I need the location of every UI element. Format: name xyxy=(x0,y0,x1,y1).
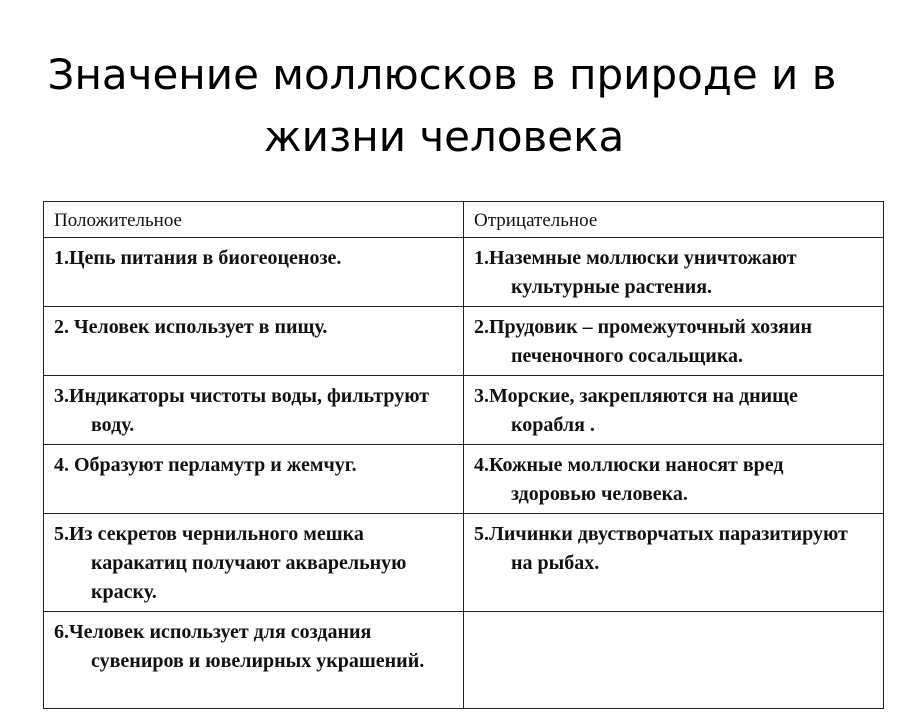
table-row xyxy=(44,445,884,514)
positive-cell xyxy=(44,612,464,709)
negative-cell xyxy=(464,514,884,612)
mollusk-significance-table xyxy=(43,201,884,709)
negative-text: 4.Кожные моллюски наносят вред здоровью человека. xyxy=(474,454,784,505)
table-header-row xyxy=(44,202,884,238)
negative-cell xyxy=(464,307,884,376)
negative-cell-empty xyxy=(464,612,884,709)
positive-cell xyxy=(44,376,464,445)
positive-text: 6.Человек использует для создания сувениров и ювелирных украшений. xyxy=(54,621,425,672)
column-header-negative: Отрицательное xyxy=(464,202,884,238)
page-title xyxy=(0,44,914,168)
table-row xyxy=(44,238,884,307)
table-row xyxy=(44,514,884,612)
negative-cell xyxy=(464,445,884,514)
column-header-positive: Положительное xyxy=(44,202,464,238)
page-title-line-2: жизни человека xyxy=(263,112,625,161)
positive-text: 1.Цепь питания в биогеоценозе. xyxy=(54,247,342,269)
positive-cell xyxy=(44,514,464,612)
table-row xyxy=(44,307,884,376)
positive-cell xyxy=(44,307,464,376)
page-title-line-1: Значение моллюсков в природе и в xyxy=(47,50,837,99)
negative-text: 1.Наземные моллюски уничтожают культурные растения. xyxy=(474,247,797,298)
positive-text: 4. Образуют перламутр и жемчуг. xyxy=(54,454,357,476)
negative-text: 5.Личинки двустворчатых паразитируют на рыбах. xyxy=(474,523,848,574)
positive-text: 2. Человек использует в пищу. xyxy=(54,316,328,338)
negative-cell xyxy=(464,238,884,307)
negative-text: 2.Прудовик – промежуточный хозяин печеночного сосальщика. xyxy=(474,316,813,367)
negative-text: 3.Морские, закрепляются на днище корабля . xyxy=(474,385,798,436)
positive-text: 3.Индикаторы чистоты воды, фильтруют воду. xyxy=(54,385,430,436)
negative-cell xyxy=(464,376,884,445)
table-row xyxy=(44,612,884,709)
positive-cell xyxy=(44,238,464,307)
table-row xyxy=(44,376,884,445)
positive-cell xyxy=(44,445,464,514)
positive-text: 5.Из секретов чернильного мешка каракатиц получают акварельную краску. xyxy=(54,523,407,603)
